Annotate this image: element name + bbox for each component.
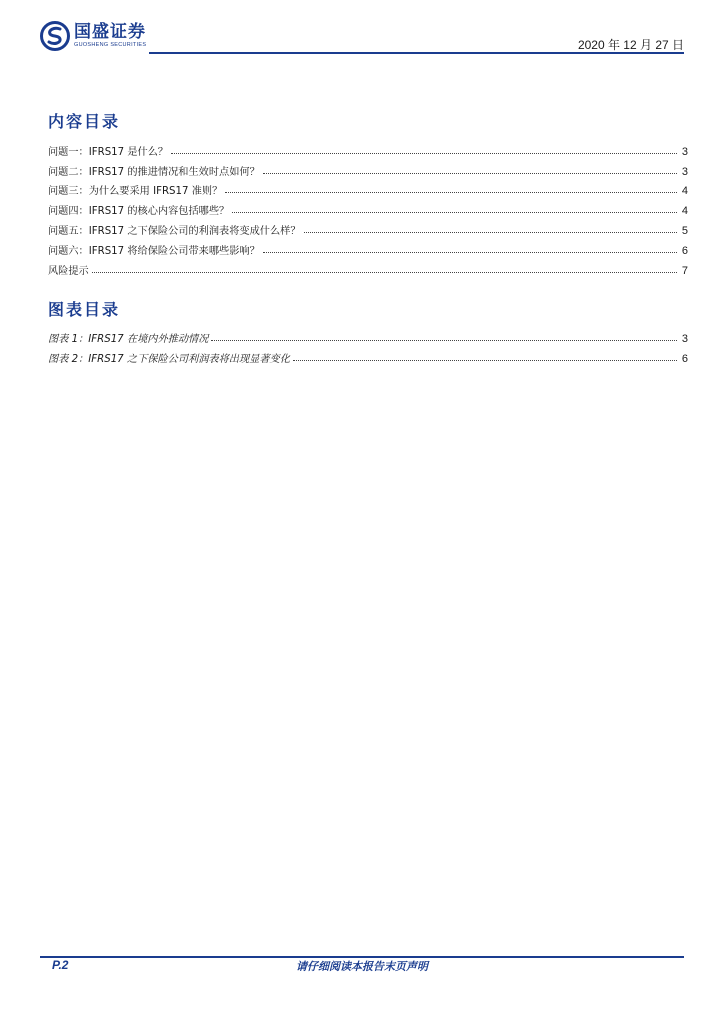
figure-item[interactable]: [48, 345, 688, 365]
toc-item-page: 5: [681, 224, 688, 237]
footer-page-number: P.2: [52, 958, 69, 972]
toc-item-page: 3: [681, 165, 688, 178]
figure-item-page: 3: [681, 332, 688, 345]
guosheng-logo-icon: [40, 21, 70, 51]
toc-item-label: 问题六：IFRS17 将给保险公司带来哪些影响？: [48, 245, 260, 257]
toc-item-label: 问题一：IFRS17 是什么？: [48, 146, 169, 158]
figure-item[interactable]: [48, 325, 688, 345]
toc-leader-dots: [92, 272, 677, 273]
figure-item-label: 图表 2：IFRS17 之下保险公司利润表将出现显著变化: [48, 353, 290, 365]
company-logo: [40, 21, 146, 51]
toc-item-label: 问题五：IFRS17 之下保险公司的利润表将变成什么样？: [48, 225, 301, 237]
figures-list: [48, 325, 688, 365]
toc-leader-dots: [263, 173, 677, 174]
toc-item-page: 6: [681, 244, 688, 257]
toc-item-page: 4: [681, 185, 688, 198]
toc-item-label: 风险提示: [48, 265, 89, 277]
page-header: [0, 0, 724, 60]
toc-leader-dots: [304, 232, 677, 233]
toc-item-label: 问题二：IFRS17 的推进情况和生效时点如何？: [48, 166, 260, 178]
toc-item-label: 问题四：IFRS17 的核心内容包括哪些？: [48, 206, 230, 218]
figure-item-label: 图表 1：IFRS17 在境内外推动情况: [48, 333, 209, 345]
toc-item-page: 7: [681, 264, 688, 277]
toc-item[interactable]: [48, 257, 688, 277]
toc-item[interactable]: [48, 138, 688, 158]
toc-item[interactable]: [48, 237, 688, 257]
logo-chinese-name: 国盛证券: [74, 22, 146, 42]
toc-item-label: 问题三：为什么要采用 IFRS17 准则？: [48, 186, 223, 198]
toc-item[interactable]: [48, 197, 688, 217]
toc-leader-dots: [293, 360, 677, 361]
contents-list: [48, 138, 688, 277]
toc-item[interactable]: [48, 217, 688, 237]
footer-disclaimer-note: 请仔细阅读本报告末页声明: [296, 960, 428, 973]
toc-item-page: 4: [681, 205, 688, 218]
toc-item-page: 3: [681, 145, 688, 158]
report-date: 2020 年 12 月 27 日: [577, 38, 684, 52]
contents-title: 内容目录: [48, 112, 121, 131]
toc-leader-dots: [225, 192, 677, 193]
logo-english-name: GUOSHENG SECURITIES: [74, 42, 147, 48]
figure-item-page: 6: [681, 352, 688, 365]
toc-item[interactable]: [48, 158, 688, 178]
figures-title: 图表目录: [48, 300, 121, 319]
toc-leader-dots: [232, 212, 677, 213]
toc-leader-dots: [171, 153, 677, 154]
toc-leader-dots: [211, 340, 677, 341]
toc-item[interactable]: [48, 178, 688, 198]
toc-leader-dots: [263, 252, 677, 253]
header-divider: [149, 52, 684, 54]
